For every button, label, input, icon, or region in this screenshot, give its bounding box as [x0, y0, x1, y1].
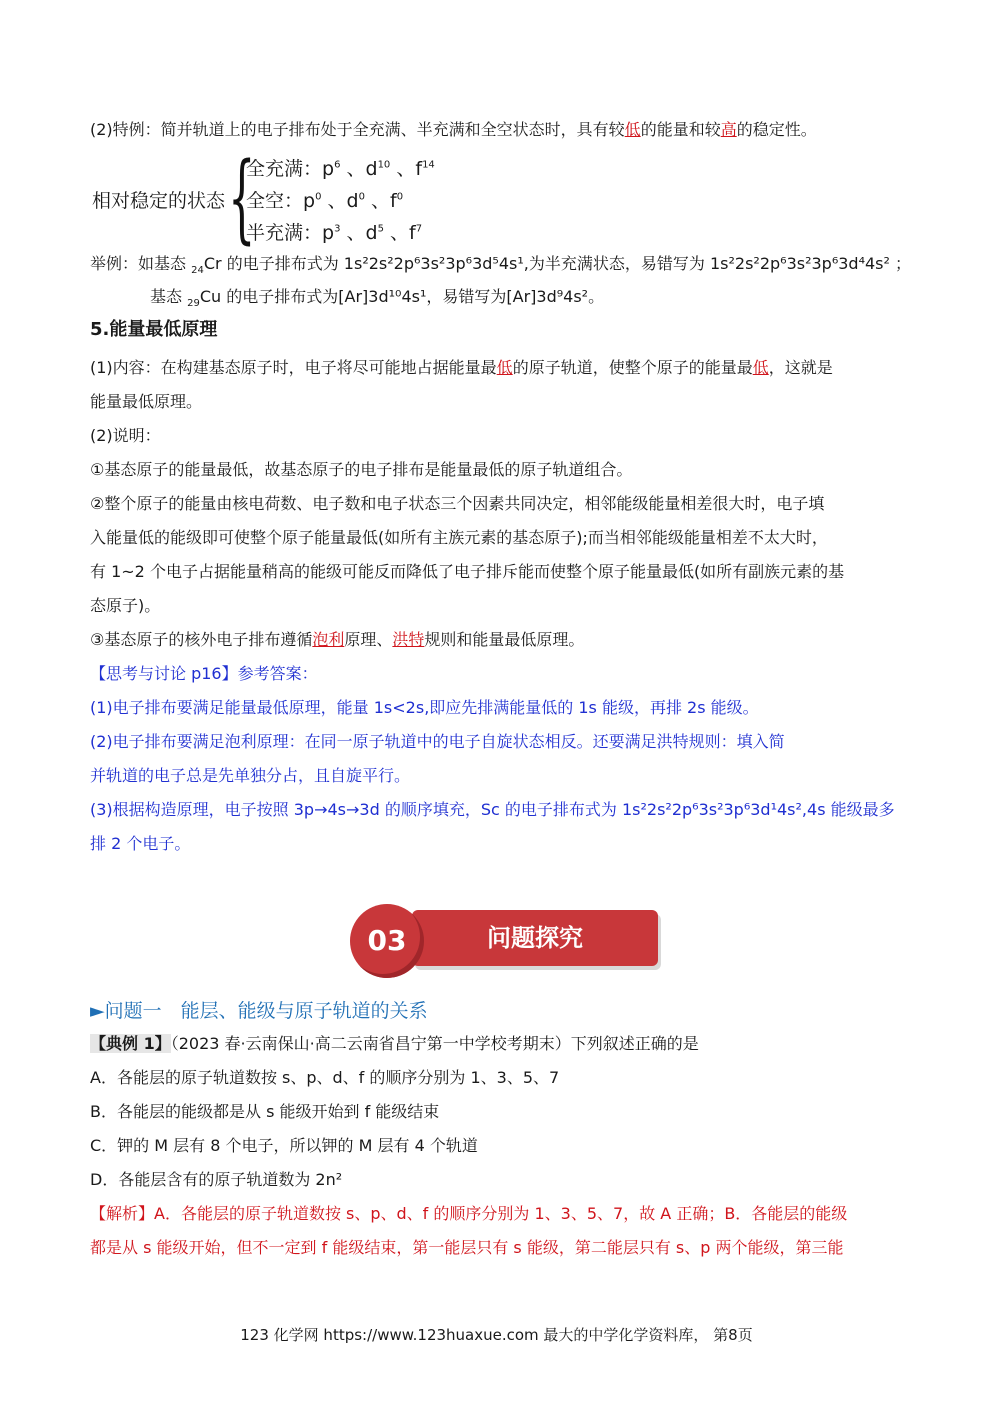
section-5-point-2d: 态原子)。 — [90, 596, 161, 615]
section-5-point-1: ①基态原子的能量最低，故基态原子的电子排布是能量最低的原子轨道组合。 — [90, 460, 633, 479]
example-tag: 【典例 1】 — [90, 1034, 171, 1053]
stable-full-row: 全充满：$p^6$ 、$d^{10}$ 、$f^{14}$ — [246, 158, 435, 180]
section-5-point-3: ③基态原子的核外电子排布遵循泡利原理、洪特规则和能量最低原理。 — [90, 630, 585, 649]
banner-title: 问题探究 — [487, 924, 583, 952]
stable-half-row: 半充满：$p^3$ 、$d^5$ 、$f^7$ — [246, 222, 423, 244]
question-heading: ►问题一 能层、能级与原子轨道的关系 — [90, 1000, 428, 1022]
discussion-title: 【思考与讨论 p16】参考答案： — [90, 664, 318, 683]
special-case-line: (2)特例：简并轨道上的电子排布处于全充满、半充满和全空状态时，具有较低的能量和较高的稳定性。 — [90, 120, 817, 139]
example-cu-line: 基态 $_{29}$Cu 的电子排布式为[Ar]3d¹⁰4s¹，易错写为[Ar]3d⁹4s²。 — [150, 287, 605, 310]
option-c: C．钾的 M 层有 8 个电子，所以钾的 M 层有 4 个轨道 — [90, 1136, 478, 1155]
banner-number: 03 — [367, 924, 407, 957]
discussion-answer-3b: 排 2 个电子。 — [90, 834, 191, 853]
analysis-line-1: 【解析】A．各能层的原子轨道数按 s、p、d、f 的顺序分别为 1、3、5、7，故 A 正确；B．各能层的能级 — [90, 1204, 848, 1223]
section-5-point-2a: ②整个原子的能量由核电荷数、电子数和电子状态三个因素共同决定，相邻能级能量相差很大时，电子填 — [90, 494, 825, 513]
section-5-point-2c: 有 1~2 个电子占据能量稍高的能级可能反而降低了电子排斥能而使整个原子能量最低(如所有副族元素的基 — [90, 562, 845, 581]
option-a: A．各能层的原子轨道数按 s、p、d、f 的顺序分别为 1、3、5、7 — [90, 1068, 560, 1087]
question-stem: 【典例 1】（2023 春·云南保山·高二云南省昌宁第一中学校考期末）下列叙述正确的是 — [90, 1034, 699, 1053]
analysis-line-2: 都是从 s 能级开始，但不一定到 f 能级结束，第一能层只有 s 能级，第二能层只有 s、p 两个能级，第三能 — [90, 1238, 844, 1257]
section-5-note-title: (2)说明： — [90, 426, 161, 445]
option-b: B．各能层的能级都是从 s 能级开始到 f 能级结束 — [90, 1102, 440, 1121]
section-5-content-line-2: 能量最低原理。 — [90, 392, 203, 411]
page-footer: 123 化学网 https://www.123huaxue.com 最大的中学化学资料库， 第8页 — [240, 1326, 753, 1344]
section-5-point-2b: 入能量低的能级即可使整个原子能量最低(如所有主族元素的基态原子);而当相邻能级能量相差不太大时， — [90, 528, 828, 547]
option-d: D．各能层含有的原子轨道数为 2n² — [90, 1170, 343, 1189]
stable-empty-row: 全空：$p^0$ 、$d^0$ 、$f^0$ — [246, 190, 404, 212]
stable-state-label: 相对稳定的状态 — [92, 190, 226, 212]
discussion-answer-1: (1)电子排布要满足能量最低原理，能量 1s<2s,即应先排满能量低的 1s 能级，再排 2s 能级。 — [90, 698, 759, 717]
discussion-answer-2b: 并轨道的电子总是先单独分占，且自旋平行。 — [90, 766, 411, 785]
section-5-title: 5.能量最低原理 — [90, 319, 218, 340]
discussion-answer-3a: (3)根据构造原理，电子按照 3p→4s→3d 的顺序填充，Sc 的电子排布式为 1s²2s²2p⁶3s²3p⁶3d¹4s²,4s 能级最多 — [90, 800, 895, 819]
discussion-answer-2a: (2)电子排布要满足泡利原理：在同一原子轨道中的电子自旋状态相反。还要满足洪特规则：填入简 — [90, 732, 785, 751]
section-5-content-line: (1)内容：在构建基态原子时，电子将尽可能地占据能量最低的原子轨道，使整个原子的能量最低，这就是 — [90, 358, 833, 377]
section-banner — [348, 904, 668, 978]
example-cr-line: 举例：如基态 $_{24}$Cr 的电子排布式为 1s²2s²2p⁶3s²3p⁶3d⁵4s¹,为半充满状态，易错写为 1s²2s²2p⁶3s²3p⁶3d⁴4s² ； — [90, 254, 912, 277]
brace-symbol: { — [228, 142, 256, 254]
